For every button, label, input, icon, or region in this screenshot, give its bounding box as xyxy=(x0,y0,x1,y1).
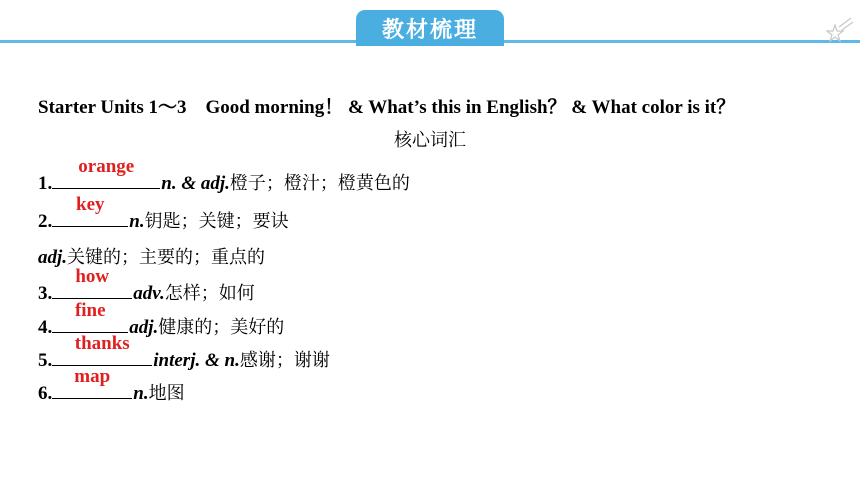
answer-blank xyxy=(52,156,160,189)
answer-text: map xyxy=(74,366,111,387)
section-header-title: 教材梳理 xyxy=(381,17,478,43)
answer-blank xyxy=(52,333,152,366)
meaning: 关键的；主要的；重点的 xyxy=(67,247,266,268)
meaning: 怎样；如何 xyxy=(164,283,255,304)
answer-text: key xyxy=(76,194,105,215)
meaning: 橙子；橙汁；橙黄色的 xyxy=(229,173,410,194)
part-of-speech: adv. xyxy=(133,283,165,304)
item-number: 4. xyxy=(38,317,53,338)
vocab-item xyxy=(38,366,185,405)
answer-blank xyxy=(52,300,128,333)
part-of-speech: n. xyxy=(133,383,149,404)
answer-text: how xyxy=(75,266,110,287)
answer-blank xyxy=(52,194,128,227)
answer-blank xyxy=(52,366,132,399)
item-number: 5. xyxy=(38,350,53,371)
section-header-badge xyxy=(356,10,504,46)
meaning: 钥匙；关键；要诀 xyxy=(144,211,289,232)
answer-text: orange xyxy=(78,156,135,177)
part-of-speech: adj. xyxy=(38,247,68,268)
part-of-speech: n. & adj. xyxy=(161,173,230,194)
section-subtitle: 核心词汇 xyxy=(394,130,466,151)
item-number: 3. xyxy=(38,283,53,304)
answer-blank xyxy=(52,266,132,299)
item-number: 1. xyxy=(38,173,53,194)
answer-text: thanks xyxy=(74,333,130,354)
item-number: 6. xyxy=(38,383,53,404)
item-number: 2. xyxy=(38,211,53,232)
part-of-speech: adj. xyxy=(129,317,159,338)
part-of-speech: n. xyxy=(129,211,145,232)
answer-text: fine xyxy=(74,300,106,321)
meaning: 感谢；谢谢 xyxy=(239,350,330,371)
part-of-speech: interj. & n. xyxy=(153,350,240,371)
meaning: 地图 xyxy=(148,383,185,404)
vocab-item xyxy=(38,194,289,233)
meaning: 健康的；美好的 xyxy=(158,317,285,338)
vocab-item xyxy=(38,156,410,195)
shooting-star-icon xyxy=(826,16,854,44)
lesson-title: Starter Units 1～3 Good morning！ & What’s this in English？ & What color is it？ xyxy=(38,97,736,118)
